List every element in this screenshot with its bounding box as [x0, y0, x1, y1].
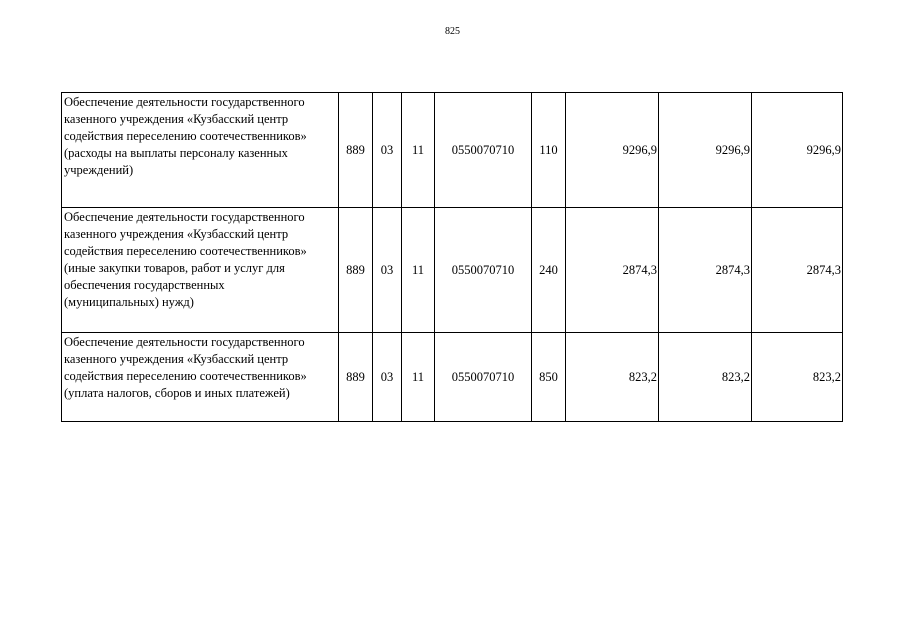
amount-year-3: 2874,3: [752, 208, 843, 333]
row-description: Обеспечение деятельности государственного казенного учреждения «Кузбасский центр содействия переселению соотечественников» (расходы на выплаты персоналу казенных учреждений): [62, 93, 339, 208]
table-row: [62, 208, 843, 333]
ministry-code: 889: [339, 208, 373, 333]
ministry-code: 889: [339, 93, 373, 208]
amount-year-2: 2874,3: [659, 208, 752, 333]
table-row: [62, 333, 843, 422]
budget-table: [61, 92, 843, 422]
subsection-code: 11: [402, 333, 435, 422]
expense-type-code: 850: [532, 333, 566, 422]
ministry-code: 889: [339, 333, 373, 422]
expense-type-code: 240: [532, 208, 566, 333]
expense-type-code: 110: [532, 93, 566, 208]
section-code: 03: [373, 208, 402, 333]
subsection-code: 11: [402, 93, 435, 208]
subsection-code: 11: [402, 208, 435, 333]
section-code: 03: [373, 93, 402, 208]
page-number: 825: [445, 26, 460, 37]
amount-year-2: 9296,9: [659, 93, 752, 208]
target-article-code: 0550070710: [435, 208, 532, 333]
target-article-code: 0550070710: [435, 93, 532, 208]
section-code: 03: [373, 333, 402, 422]
amount-year-1: 2874,3: [566, 208, 659, 333]
amount-year-1: 823,2: [566, 333, 659, 422]
amount-year-3: 823,2: [752, 333, 843, 422]
row-description: Обеспечение деятельности государственного казенного учреждения «Кузбасский центр содействия переселению соотечественников» (иные закупки товаров, работ и услуг для обеспечения государственных (муниципальных) нужд): [62, 208, 339, 333]
table-row: [62, 93, 843, 208]
amount-year-3: 9296,9: [752, 93, 843, 208]
amount-year-2: 823,2: [659, 333, 752, 422]
row-description: Обеспечение деятельности государственного казенного учреждения «Кузбасский центр содействия переселению соотечественников» (уплата налогов, сборов и иных платежей): [62, 333, 339, 422]
amount-year-1: 9296,9: [566, 93, 659, 208]
target-article-code: 0550070710: [435, 333, 532, 422]
